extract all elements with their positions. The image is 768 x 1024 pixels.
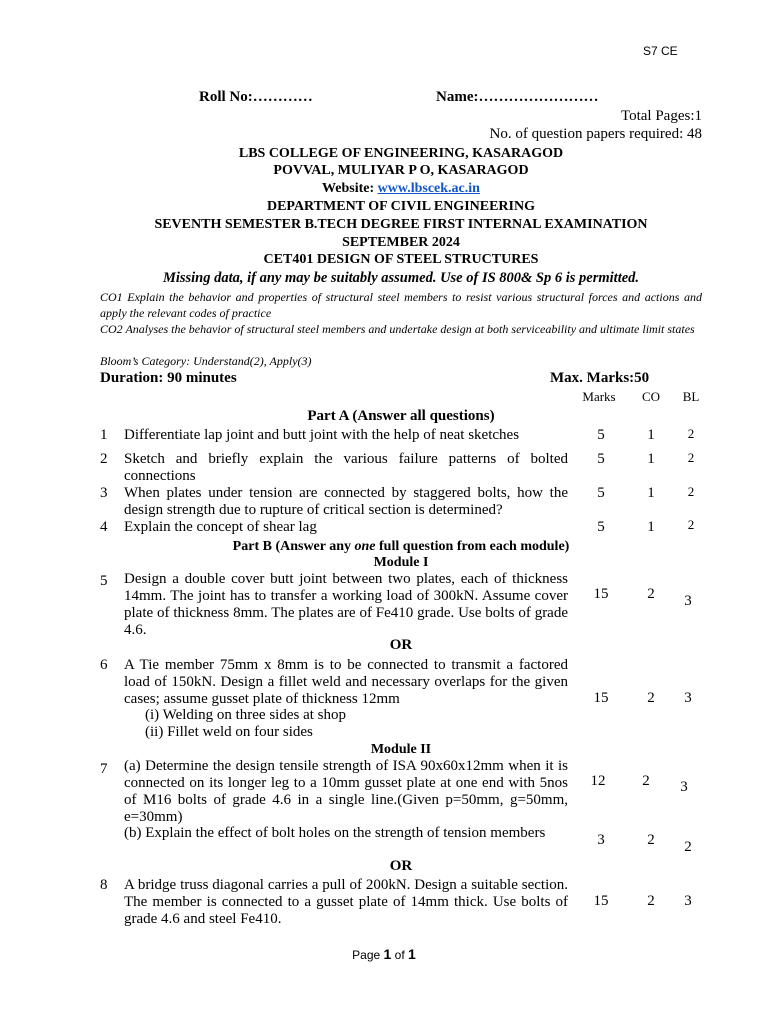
footer-current-page: 1	[383, 946, 392, 962]
question-co: 2	[647, 893, 655, 909]
question-number: 4	[100, 519, 108, 535]
question-co: 2	[642, 773, 650, 789]
question-bl: 2	[687, 450, 695, 465]
module-2-heading: Module II	[370, 742, 432, 757]
exam-title: SEVENTH SEMESTER B.TECH DEGREE FIRST INTERNAL EXAMINATION	[154, 217, 648, 232]
question-marks: 15	[593, 586, 609, 602]
website-label: Website:	[322, 181, 378, 196]
question-number: 8	[100, 877, 108, 893]
question-bl: 3	[680, 779, 688, 795]
question-co: 1	[647, 485, 655, 501]
question-bl: 3	[684, 893, 692, 909]
question-marks: 3	[597, 832, 605, 848]
footer-of-label: of	[391, 948, 409, 962]
question-text: When plates under tension are connected by staggered bolts, how the design strength due to rupture of critical section is determined?	[124, 485, 568, 518]
question-marks: 15	[593, 893, 609, 909]
question-text-a: (a) Determine the design tensile strength of ISA 90x60x12mm when it is connected on its longer leg to a 10mm gusset plate at one end with 5nos of M16 bolts of grade 4.6 in a single line.(Given p=50mm, g=50mm, e=30mm)	[124, 758, 568, 825]
website-line	[100, 180, 702, 197]
footer-page-label: Page	[352, 948, 384, 962]
question-co: 2	[647, 690, 655, 706]
question-marks: 15	[593, 690, 609, 706]
roll-no-field: Roll No:…………	[199, 89, 313, 105]
question-bl: 2	[687, 426, 695, 441]
question-marks: 5	[597, 519, 605, 535]
question-number: 5	[100, 573, 108, 589]
marks-header: Marks	[582, 389, 616, 404]
name-field: Name:……………………	[436, 89, 599, 105]
question-marks: 5	[597, 485, 605, 501]
question-co: 1	[647, 451, 655, 467]
website-link[interactable]: www.lbscek.ac.in	[377, 181, 480, 196]
college-address: POVVAL, MULIYAR P O, KASARAGOD	[273, 163, 529, 178]
question-subpart: (ii) Fillet weld on four sides	[145, 724, 313, 740]
question-bl: 2	[687, 517, 695, 532]
or-divider: OR	[389, 637, 413, 653]
question-text: Design a double cover butt joint between two plates, each of thickness 14mm. The joint has to transfer a working load of 300kN. Assume cover plate of thickness 8mm. The plates are of Fe410 grade. Use bolts of grade 4.6.	[124, 571, 568, 638]
papers-required: No. of question papers required: 48	[489, 126, 702, 142]
part-a-heading: Part A (Answer all questions)	[307, 408, 495, 424]
question-marks: 12	[590, 773, 606, 789]
question-co: 2	[647, 832, 655, 848]
instruction: Missing data, if any may be suitably assumed. Use of IS 800& Sp 6 is permitted.	[162, 270, 640, 286]
question-text: Explain the concept of shear lag	[124, 519, 317, 535]
footer-total-pages: 1	[408, 946, 416, 962]
exam-session: SEPTEMBER 2024	[342, 235, 460, 250]
question-bl: 3	[684, 593, 692, 609]
duration: Duration: 90 minutes	[100, 370, 237, 386]
co-header: CO	[641, 389, 661, 404]
question-text: A Tie member 75mm x 8mm is to be connected to transmit a factored load of 150kN. Design a fillet weld and necessary overlaps for the given cases; assume gusset plate of thickness 12mm	[124, 657, 568, 707]
part-b-heading	[100, 538, 702, 555]
page-footer	[0, 946, 768, 962]
module-1-heading: Module I	[373, 555, 429, 570]
course-outcome-2: CO2 Analyses the behavior of structural steel members and undertake design at both serviceability and ultimate limit states	[100, 322, 695, 336]
question-number: 2	[100, 451, 108, 467]
course-outcome-1: CO1 Explain the behavior and properties of structural steel members to resist various structural forces and actions and apply the relevant codes of practice	[100, 290, 702, 320]
question-text: Sketch and briefly explain the various failure patterns of bolted connections	[124, 451, 568, 484]
question-bl: 3	[684, 690, 692, 706]
question-marks: 5	[597, 427, 605, 443]
or-divider: OR	[389, 858, 413, 874]
course-title: CET401 DESIGN OF STEEL STRUCTURES	[263, 252, 539, 267]
question-text: Differentiate lap joint and butt joint with the help of neat sketches	[124, 427, 520, 443]
question-text: A bridge truss diagonal carries a pull of 200kN. Design a suitable section. The member is connected to a gusset plate of 14mm thick. Use bolts of grade 4.6 and steel Fe410.	[124, 877, 568, 927]
blooms-category: Bloom’s Category: Understand(2), Apply(3)	[100, 354, 312, 368]
department: DEPARTMENT OF CIVIL ENGINEERING	[266, 199, 535, 214]
bl-header: BL	[682, 389, 700, 404]
question-number: 6	[100, 657, 108, 673]
question-co: 1	[647, 427, 655, 443]
question-marks: 5	[597, 451, 605, 467]
question-subpart: (i) Welding on three sides at shop	[145, 707, 346, 723]
question-number: 7	[100, 761, 108, 777]
question-text-b: (b) Explain the effect of bolt holes on the strength of tension members	[124, 825, 546, 841]
college-name: LBS COLLEGE OF ENGINEERING, KASARAGOD	[238, 146, 564, 161]
course-code: S7 CE	[643, 44, 678, 58]
question-bl: 2	[684, 839, 692, 855]
max-marks: Max. Marks:50	[550, 370, 650, 386]
part-b-emphasis: one	[354, 539, 376, 554]
question-co: 1	[647, 519, 655, 535]
total-pages: Total Pages:1	[620, 108, 702, 124]
question-number: 1	[100, 427, 108, 443]
part-b-pre: Part B (Answer any	[232, 539, 355, 554]
part-b-post: full question from each module)	[375, 539, 570, 554]
question-co: 2	[647, 586, 655, 602]
question-bl: 2	[687, 484, 695, 499]
question-number: 3	[100, 485, 108, 501]
